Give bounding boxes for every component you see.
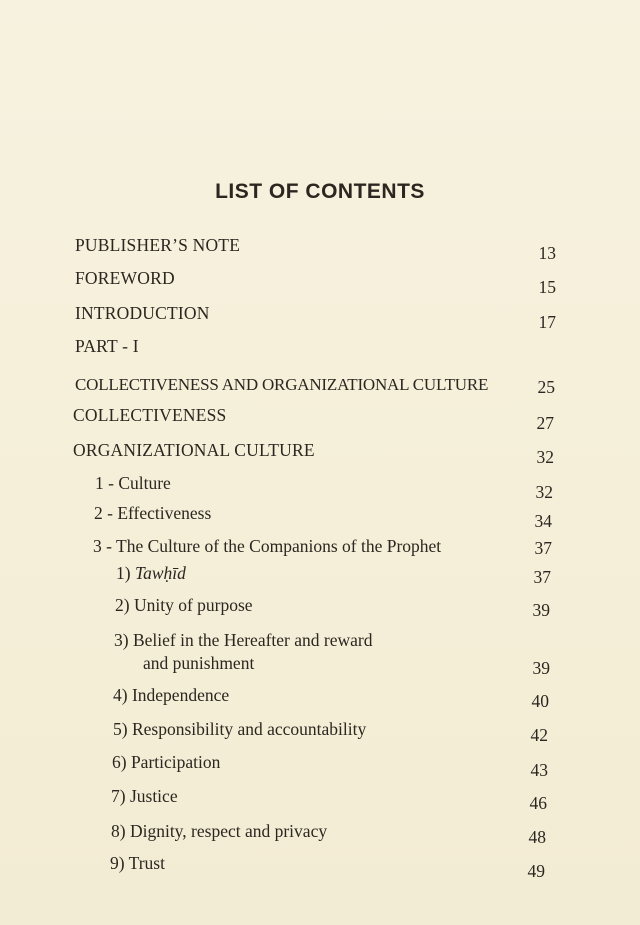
toc-entry-label: 6) Participation [112,752,221,772]
toc-page-number: 27 [536,413,554,433]
toc-entry-label: 8) Dignity, respect and privacy [111,821,328,841]
toc-page-number: 34 [534,511,552,531]
toc-entry-label: ORGANIZATIONAL CULTURE [73,440,315,460]
toc-entry-publishers-note [75,234,240,256]
toc-page-number: 32 [535,482,553,502]
toc-page-number: 48 [528,827,546,847]
toc-entry-label: 2) Unity of purpose [115,595,253,615]
toc-page-number: 15 [538,277,556,297]
toc-page-number: 17 [538,312,556,332]
toc-entry-label: FOREWORD [75,268,175,288]
toc-entry-culture [95,472,171,494]
toc-entry-label: PUBLISHER’S NOTE [75,235,241,255]
toc-entry-effectiveness [94,502,211,524]
toc-entry-label: 5) Responsibility and accountability [113,719,367,739]
toc-entry-collectiveness [73,404,227,426]
toc-entry-label: 3) Belief in the Hereafter and reward [114,630,373,650]
toc-entry-foreword [75,267,175,289]
toc-entry-belief-in-hereafter [114,629,372,651]
toc-entry-culture-of-companions [93,535,441,557]
toc-page-number: 39 [532,600,550,620]
toc-page-number: 37 [533,567,551,587]
toc-page-number: 49 [527,861,545,881]
toc-entry-dignity [111,820,327,842]
toc-entry-label-line2: and punishment [143,653,255,673]
toc-page-number: 42 [530,725,548,745]
toc-entry-trust [110,852,165,874]
toc-entry-label-prefix: 1) [116,563,135,583]
toc-entry-label: 9) Trust [110,853,165,873]
toc-entry-label: COLLECTIVENESS AND ORGANIZATIONAL CULTURE [75,375,489,394]
toc-entry-part-one [75,335,139,357]
toc-entry-collectiveness-and-organizational-culture [75,374,488,396]
toc-entry-label: 3 - The Culture of the Companions of the Prophet [93,536,442,556]
toc-entry-introduction [75,302,210,324]
toc-entry-organizational-culture [73,439,315,461]
toc-page-number: 37 [534,538,552,558]
toc-entry-justice [111,785,178,807]
page-title: LIST OF CONTENTS [215,180,425,203]
toc-entry-unity-of-purpose [115,594,253,616]
toc-entry-label: COLLECTIVENESS [73,405,227,425]
toc-entry-label: 4) Independence [113,685,230,705]
toc-entry-label: INTRODUCTION [75,303,210,323]
toc-page-number: 32 [536,447,554,467]
toc-entry-independence [113,684,229,706]
toc-page-number: 13 [538,243,556,263]
toc-page-number: 25 [537,377,555,397]
toc-page-number: 43 [530,760,548,780]
toc-page-number: 40 [531,691,549,711]
toc-entry-responsibility [113,718,366,740]
toc-page-number: 39 [532,658,550,678]
toc-entry-label: 1 - Culture [95,473,171,493]
toc-entry-tawhid [116,562,186,584]
toc-entry-label: 2 - Effectiveness [94,503,212,523]
toc-entry-belief-in-hereafter-continued [143,652,254,674]
toc-entry-label-italic: Tawḥīd [134,563,186,583]
toc-entry-label: 7) Justice [111,786,178,806]
toc-entry-label: PART - I [75,336,139,356]
toc-page-number: 46 [529,793,547,813]
toc-entry-participation [112,751,220,773]
